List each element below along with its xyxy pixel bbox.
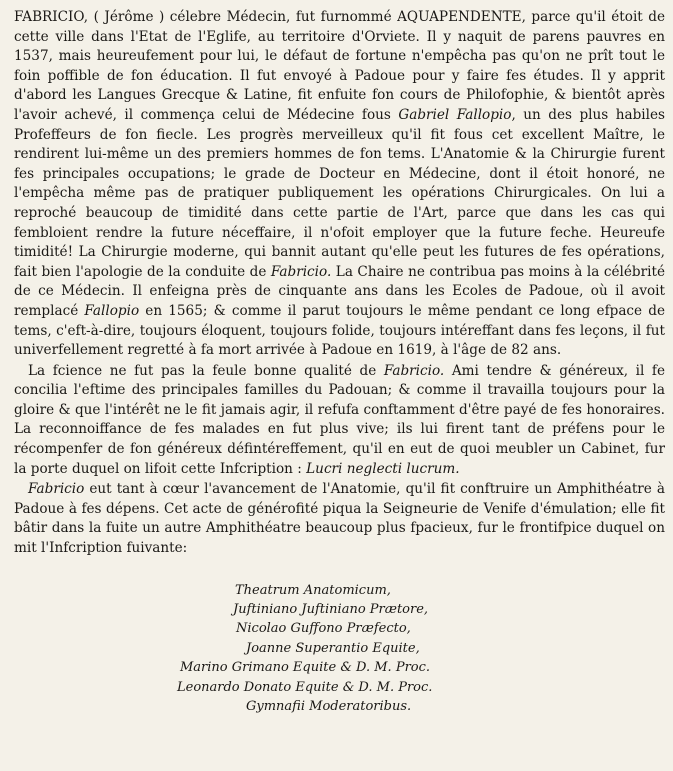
- inscription-line: Marino Grimano Equite & D. M. Proc.: [180, 660, 431, 676]
- italic-run: Fabricio.: [270, 263, 332, 280]
- text-run: eut tant à cœur l'avancement de l'Anatomie, qu'il fit conftruire un Amphithéatre à Padoue à fes dépens. Cet acte de générofité piqua la Seigneurie de Venife d'émulation; elle fit bâtir dans la fuite un autre Amphithéatre beaucoup plus fpacieux, fur le frontifpice duquel on mit l'Infcription fuivante:: [14, 481, 665, 557]
- latin-inscription: [14, 581, 665, 717]
- paragraph-2: [14, 362, 665, 480]
- inscription-line: Gymnafii Moderatoribus.: [246, 699, 412, 715]
- italic-run: Gabriel Fallopio: [398, 106, 512, 123]
- inscription-line: Nicolao Guffono Præfecto,: [236, 621, 411, 637]
- italic-run: Fabricio: [28, 481, 85, 498]
- italic-run: Fallopio: [84, 302, 140, 319]
- paragraph-amphitheatre: [14, 480, 665, 558]
- text-run: , un des plus habiles Profeffeurs de fon fiecle. Les progrès merveilleux qu'il fit fous cet excellent Maître, le rendirent lui-même un des premiers hommes de fon tems. L'Anatomie & la Chirurgie furent fes principales occupations; le grade de Docteur en Médecine, dont il étoit honoré, ne l'empêcha même pas de pratiquer publiquement les opérations Chirurgicales. On lui a reproché beaucoup de timidité dans cette partie de l'Art, parce que dans les cas qui fembloient rendre la future néceffaire, il n'ofoit employer que la future feche. Heureufe timidité! La Chirurgie moderne, qui bannit autant qu'elle peut les futures de fes opérations, fait bien l'apologie de la conduite de: [14, 106, 665, 280]
- text-run: La fcience ne fut pas la feule bonne qualité de: [28, 362, 384, 379]
- inscription-line: Joanne Superantio Equite,: [246, 640, 420, 656]
- paragraph-3: [14, 480, 665, 558]
- italic-run: Fabricio.: [383, 362, 445, 379]
- paragraph-biography: [14, 8, 665, 361]
- paragraph-character: [14, 362, 665, 480]
- text-run: en 1565; & comme il parut toujours le même pendant ce long efpace de tems, c'eft-à-dire, toujours éloquent, toujours folide, toujours intéreffant dans fes leçons, il fut univerfellement regretté à fa mort arrivée à Padoue en 1619, à l'âge de 82 ans.: [14, 302, 665, 359]
- paragraph-1: [14, 8, 665, 361]
- italic-run: Lucri neglecti lucrum.: [306, 460, 460, 477]
- text-run: La Chaire ne contribua pas moins à la célébrité de ce Médecin. Il enfeigna près de cinquante ans dans les Ecoles de Padoue, où il avoit remplacé: [14, 263, 665, 319]
- inscription-line: Theatrum Anatomicum,: [235, 582, 391, 598]
- text-run: FABRICIO, ( Jérôme ) célebre Médecin, fut furnommé AQUAPENDENTE, parce qu'il étoit de cette ville dans l'Etat de l'Eglife, au territoire d'Orviete. Il y naquit de parens pauvres en 1537, mais heureufement pour lui, le défaut de fortune n'empêcha pas qu'on ne prît tout le foin poffible de fon éducation. Il fut envoyé à Padoue pour y faire fes études. Il y apprit d'abord les Langues Grecque & Latine, fit enfuite fon cours de Philofophie, & bientôt après l'avoir achevé, il commença celui de Médecine fous: [14, 9, 665, 123]
- text-run: Ami tendre & généreux, il fe concilia l'eftime des principales familles du Padouan; & comme il travailla toujours pour la gloire & que l'intérêt ne le fit jamais agir, il refufa conftamment d'être payé de fes honoraires. La reconnoiffance de fes malades en fut plus vive; ils lui firent tant de préfens pour le récompenfer de fon généreux défintéreffement, qu'il en eut de quoi meubler un Cabinet, fur la porte duquel on lifoit cette Infcription :: [14, 362, 666, 477]
- inscription-line: Juftiniano Juftiniano Prætore,: [233, 602, 429, 618]
- inscription-line: Leonardo Donato Equite & D. M. Proc.: [177, 679, 433, 695]
